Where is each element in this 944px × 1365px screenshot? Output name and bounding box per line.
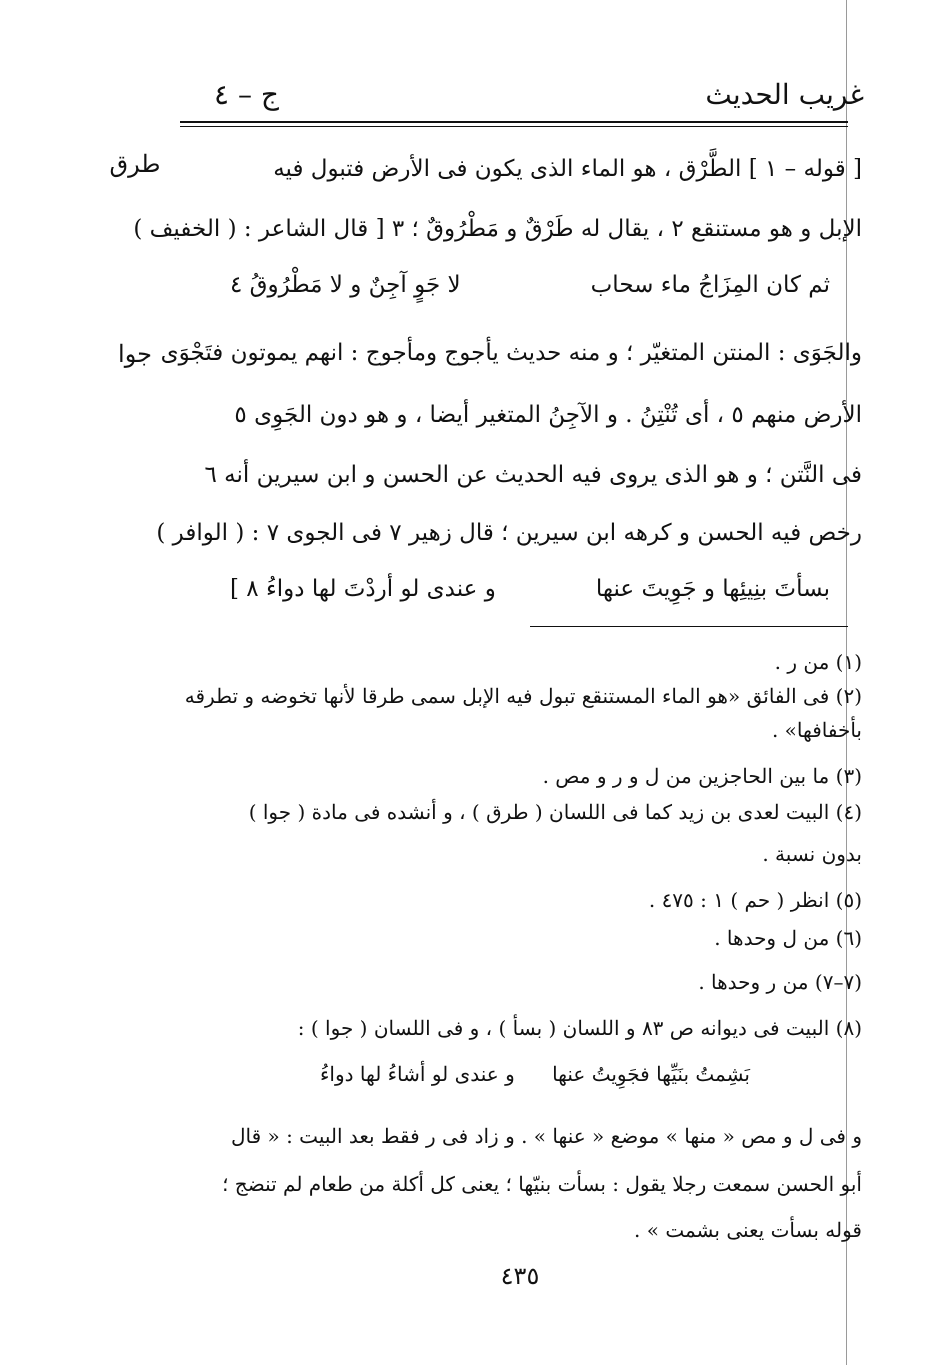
text-line: رخص فيه الحسن و كرهه ابن سيرين ؛ قال زهير ٧ فى الجوى ٧ : ( الوافر ) (156, 520, 862, 546)
header-rule (180, 121, 848, 123)
text-line: والجَوَى : المنتن المتغيّر ؛ و منه حديث يأجوج ومأجوج : انهم يموتون فتَجْوَى (160, 340, 862, 366)
running-title: غريب الحديث (705, 78, 864, 111)
margin-headword-tarq: طرق (109, 150, 161, 178)
footnote-line: (٨) البيت فى ديوانه ص ٨٣ و اللسان ( بسأ ) ، و فى اللسان ( جوا ) : (297, 1016, 862, 1040)
verse-second-hemistich: لا جَوٍ آجِنٌ و لا مَطْرُوقُ ٤ (230, 272, 461, 298)
footnote-line: قوله بسأت يعنى بشمت » . (634, 1218, 862, 1242)
poetry-verse (230, 272, 830, 298)
footnote-line: أبو الحسن سمعت رجلا يقول : بسأت بنيّها ؛ يعنى كل أكلة من طعام لم تنضج ؛ (222, 1172, 862, 1196)
verse-first-hemistich: بسأتَ بنِيئِها و جَوِيتَ عنها (595, 576, 830, 602)
footnote-line: بأخفافها» . (771, 718, 862, 742)
page-number: ٤٣٥ (500, 1262, 540, 1290)
verse-first-hemistich: بَشِمتُ بنَيِّها فجَوِيتُ عنها (552, 1062, 750, 1086)
page-gutter-line (846, 0, 847, 1365)
footnote-line: (٤) البيت لعدى بن زيد كما فى اللسان ( طرق ) ، و أنشده فى مادة ( جوا ) (248, 800, 862, 824)
footnote-verse (320, 1062, 750, 1086)
volume-indicator: ج – ٤ (214, 78, 279, 111)
verse-second-hemistich: و عندى لو أشاءُ لها دواءُ (320, 1062, 515, 1086)
poetry-verse (230, 576, 830, 602)
footnote-line: (٢) فى الفائق «هو الماء المستنقع تبول فيه الإبل سمى طرقا لأنها تخوضه و تطرقه (184, 684, 862, 708)
footnote-line: (١) من ر . (774, 650, 862, 674)
header-rule-thin (180, 126, 848, 127)
text-line: [ قوله – ١ ] الطَّرْق ، هو الماء الذى يكون فى الأرض فتبول فيه (273, 156, 862, 182)
text-line: الأرض منهم ٥ ، أى تُنْتِنُ . و الآجِنُ المتغير أيضا ، و هو دون الجَوِى ٥ (234, 402, 862, 428)
footnote-line: بدون نسبة . (762, 842, 862, 866)
footnote-line: (٧–٧) من ر وحدها . (698, 970, 862, 994)
margin-headword-jawa: جوا (118, 340, 152, 368)
footnote-line: و فى ل و مص « منها » موضع « عنها » . و زاد فى ر فقط بعد البيت : « قال (230, 1124, 862, 1148)
text-line: فى النَّتن ؛ و هو الذى يروى فيه الحديث عن الحسن و ابن سيرين أنه ٦ (204, 462, 862, 488)
text-line: الإبل و هو مستنقع ٢ ، يقال له طَرْقٌ و مَطْرُوقٌ ؛ ٣ [ قال الشاعر : ( الخفيف ) (133, 216, 862, 242)
footnote-line: (٣) ما بين الحاجزين من ل و ر و مص . (542, 764, 862, 788)
footnote-line: (٦) من ل وحدها . (714, 926, 862, 950)
footnote-line: (٥) انظر ( حم ) ١ : ٤٧٥ . (648, 888, 862, 912)
verse-second-hemistich: و عندى لو أردْتَ لها دواءُ ٨ ] (230, 576, 496, 602)
footnote-separator (530, 626, 848, 627)
verse-first-hemistich: ثم كان المِزَاجُ ماء سحاب (590, 272, 830, 298)
